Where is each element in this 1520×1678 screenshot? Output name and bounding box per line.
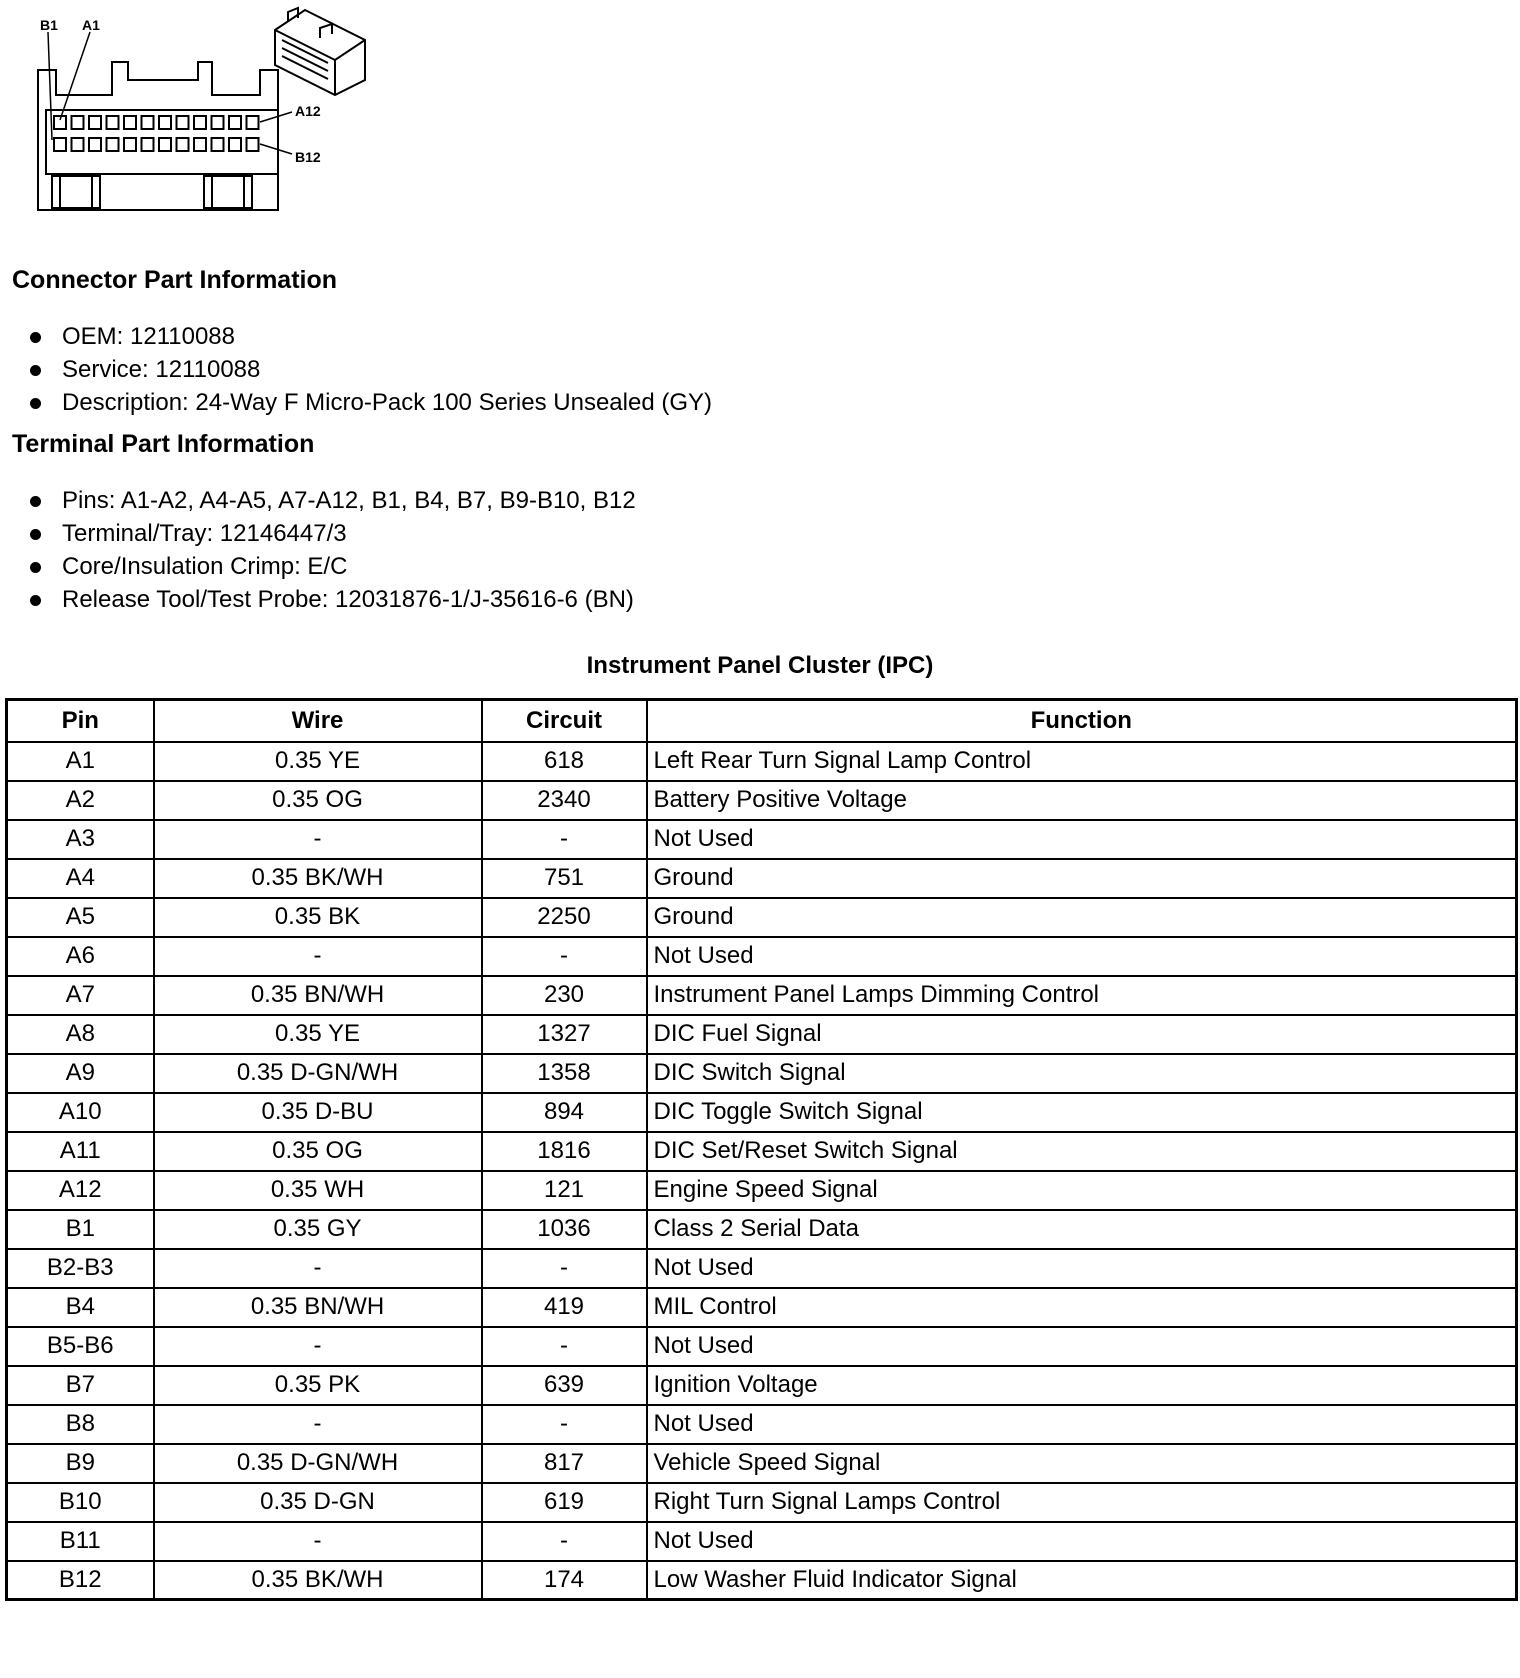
pin-cavity	[194, 138, 206, 151]
cell-circuit: -	[482, 1249, 647, 1288]
cell-circuit: 1036	[482, 1210, 647, 1249]
pin-cavity	[54, 138, 66, 151]
cell-function: Left Rear Turn Signal Lamp Control	[647, 742, 1517, 781]
cell-wire: 0.35 BK	[154, 898, 482, 937]
cell-function: Not Used	[647, 1327, 1517, 1366]
cell-circuit: 230	[482, 976, 647, 1015]
cell-function: Low Washer Fluid Indicator Signal	[647, 1561, 1517, 1600]
cell-pin: B8	[7, 1405, 154, 1444]
cell-wire: -	[154, 1249, 482, 1288]
table-row	[7, 1132, 1517, 1171]
cell-pin: A2	[7, 781, 154, 820]
cell-wire: 0.35 GY	[154, 1210, 482, 1249]
table-row	[7, 859, 1517, 898]
connector-diagram	[20, 0, 380, 220]
pin-cavity	[229, 138, 241, 151]
cell-function: Not Used	[647, 937, 1517, 976]
cell-pin: A3	[7, 820, 154, 859]
cell-wire: -	[154, 937, 482, 976]
cell-pin: B12	[7, 1561, 154, 1600]
cell-function: Ground	[647, 898, 1517, 937]
pin-cavity	[229, 116, 241, 129]
cell-circuit: -	[482, 1327, 647, 1366]
cell-pin: B1	[7, 1210, 154, 1249]
list-item: Description: 24-Way F Micro-Pack 100 Series Unsealed (GY)	[28, 386, 712, 419]
cell-function: DIC Toggle Switch Signal	[647, 1093, 1517, 1132]
table-title: Instrument Panel Cluster (IPC)	[586, 652, 934, 679]
cell-wire: 0.35 D-GN/WH	[154, 1444, 482, 1483]
table-row	[7, 937, 1517, 976]
table-row	[7, 976, 1517, 1015]
cell-wire: 0.35 D-GN	[154, 1483, 482, 1522]
table-row	[7, 1015, 1517, 1054]
connector-cavity-frame	[46, 110, 278, 174]
list-item: Terminal/Tray: 12146447/3	[28, 517, 636, 550]
table-row	[7, 1093, 1517, 1132]
table-row	[7, 898, 1517, 937]
connector-info-list	[28, 320, 712, 419]
cell-pin: B2-B3	[7, 1249, 154, 1288]
cell-pin: B4	[7, 1288, 154, 1327]
cell-circuit: 817	[482, 1444, 647, 1483]
cell-circuit: 174	[482, 1561, 647, 1600]
cell-circuit: 751	[482, 859, 647, 898]
table-row	[7, 781, 1517, 820]
table-row	[7, 1327, 1517, 1366]
cell-pin: A11	[7, 1132, 154, 1171]
pin-cavity	[124, 116, 136, 129]
pin-cavity	[142, 116, 154, 129]
connector-body	[38, 62, 278, 210]
list-item: Pins: A1-A2, A4-A5, A7-A12, B1, B4, B7, B9-B10, B12	[28, 484, 636, 517]
cell-circuit: -	[482, 1522, 647, 1561]
cell-function: Vehicle Speed Signal	[647, 1444, 1517, 1483]
list-item: Core/Insulation Crimp: E/C	[28, 550, 636, 583]
pin-cavity	[247, 116, 259, 129]
list-item: Release Tool/Test Probe: 12031876-1/J-35616-6 (BN)	[28, 583, 636, 616]
pin-cavity	[89, 116, 101, 129]
terminal-info-title: Terminal Part Information	[12, 430, 315, 458]
cell-circuit: 2250	[482, 898, 647, 937]
cell-circuit: -	[482, 820, 647, 859]
cell-function: DIC Fuel Signal	[647, 1015, 1517, 1054]
label-b1: B1	[40, 17, 58, 33]
cell-pin: B10	[7, 1483, 154, 1522]
cell-wire: -	[154, 1405, 482, 1444]
cell-pin: A9	[7, 1054, 154, 1093]
cell-wire: 0.35 OG	[154, 1132, 482, 1171]
table-row	[7, 1561, 1517, 1600]
cell-pin: B9	[7, 1444, 154, 1483]
table-row	[7, 1210, 1517, 1249]
cell-function: Engine Speed Signal	[647, 1171, 1517, 1210]
pin-cavity	[159, 138, 171, 151]
header-function: Function	[647, 700, 1517, 742]
cell-circuit: 2340	[482, 781, 647, 820]
cell-pin: A7	[7, 976, 154, 1015]
cell-pin: A1	[7, 742, 154, 781]
table-row	[7, 1405, 1517, 1444]
table-row	[7, 1249, 1517, 1288]
table-header-row	[7, 700, 1517, 742]
header-pin: Pin	[7, 700, 154, 742]
cell-circuit: 618	[482, 742, 647, 781]
cell-pin: A10	[7, 1093, 154, 1132]
table-row	[7, 1444, 1517, 1483]
cell-function: Not Used	[647, 1249, 1517, 1288]
cell-wire: 0.35 BK/WH	[154, 859, 482, 898]
cell-function: MIL Control	[647, 1288, 1517, 1327]
cell-circuit: 619	[482, 1483, 647, 1522]
cell-wire: 0.35 BN/WH	[154, 976, 482, 1015]
pin-cavity	[177, 116, 189, 129]
cell-wire: 0.35 YE	[154, 742, 482, 781]
label-a12: A12	[295, 103, 321, 119]
cell-function: DIC Switch Signal	[647, 1054, 1517, 1093]
cell-circuit: -	[482, 937, 647, 976]
cell-wire: 0.35 OG	[154, 781, 482, 820]
cell-pin: B5-B6	[7, 1327, 154, 1366]
cell-wire: 0.35 D-GN/WH	[154, 1054, 482, 1093]
cell-wire: 0.35 BK/WH	[154, 1561, 482, 1600]
table-row	[7, 820, 1517, 859]
table-row	[7, 1054, 1517, 1093]
table-row	[7, 1522, 1517, 1561]
cell-wire: 0.35 PK	[154, 1366, 482, 1405]
header-circuit: Circuit	[482, 700, 647, 742]
connector-3d-thumbnail	[275, 8, 365, 95]
cell-wire: 0.35 YE	[154, 1015, 482, 1054]
cell-circuit: 894	[482, 1093, 647, 1132]
table-row	[7, 742, 1517, 781]
table-row	[7, 1288, 1517, 1327]
cell-pin: B7	[7, 1366, 154, 1405]
cell-function: Class 2 Serial Data	[647, 1210, 1517, 1249]
cell-function: Not Used	[647, 1522, 1517, 1561]
cell-function: DIC Set/Reset Switch Signal	[647, 1132, 1517, 1171]
cell-pin: A8	[7, 1015, 154, 1054]
label-a1: A1	[82, 17, 100, 33]
cell-circuit: 121	[482, 1171, 647, 1210]
pin-cavity	[72, 138, 84, 151]
pin-cavity	[124, 138, 136, 151]
cell-pin: A5	[7, 898, 154, 937]
pinout-table	[5, 698, 1518, 1601]
cell-circuit: 1816	[482, 1132, 647, 1171]
pin-cavity	[107, 138, 119, 151]
list-item: Service: 12110088	[28, 353, 712, 386]
cell-function: Not Used	[647, 820, 1517, 859]
pin-cavity	[72, 116, 84, 129]
cell-wire: 0.35 BN/WH	[154, 1288, 482, 1327]
terminal-info-list	[28, 484, 636, 616]
cell-function: Right Turn Signal Lamps Control	[647, 1483, 1517, 1522]
pin-cavity	[194, 116, 206, 129]
cell-wire: 0.35 D-BU	[154, 1093, 482, 1132]
cell-pin: A4	[7, 859, 154, 898]
pin-cavity	[159, 116, 171, 129]
cell-function: Ground	[647, 859, 1517, 898]
cell-function: Instrument Panel Lamps Dimming Control	[647, 976, 1517, 1015]
cell-function: Ignition Voltage	[647, 1366, 1517, 1405]
pin-cavity	[212, 138, 224, 151]
cell-function: Not Used	[647, 1405, 1517, 1444]
pin-cavity	[142, 138, 154, 151]
cell-circuit: 1358	[482, 1054, 647, 1093]
cell-pin: A6	[7, 937, 154, 976]
list-item: OEM: 12110088	[28, 320, 712, 353]
label-b12: B12	[295, 149, 321, 165]
cell-wire: -	[154, 1522, 482, 1561]
cell-wire: 0.35 WH	[154, 1171, 482, 1210]
cell-wire: -	[154, 1327, 482, 1366]
pin-cavity	[89, 138, 101, 151]
cell-circuit: -	[482, 1405, 647, 1444]
connector-info-title: Connector Part Information	[12, 266, 338, 294]
table-row	[7, 1483, 1517, 1522]
cell-circuit: 1327	[482, 1015, 647, 1054]
header-wire: Wire	[154, 700, 482, 742]
pin-cavity-grid	[54, 116, 259, 151]
pin-cavity	[177, 138, 189, 151]
table-row	[7, 1366, 1517, 1405]
pin-cavity	[212, 116, 224, 129]
cell-circuit: 419	[482, 1288, 647, 1327]
cell-circuit: 639	[482, 1366, 647, 1405]
cell-wire: -	[154, 820, 482, 859]
pin-cavity	[247, 138, 259, 151]
table-row	[7, 1171, 1517, 1210]
cell-pin: A12	[7, 1171, 154, 1210]
cell-function: Battery Positive Voltage	[647, 781, 1517, 820]
pin-cavity	[107, 116, 119, 129]
cell-pin: B11	[7, 1522, 154, 1561]
